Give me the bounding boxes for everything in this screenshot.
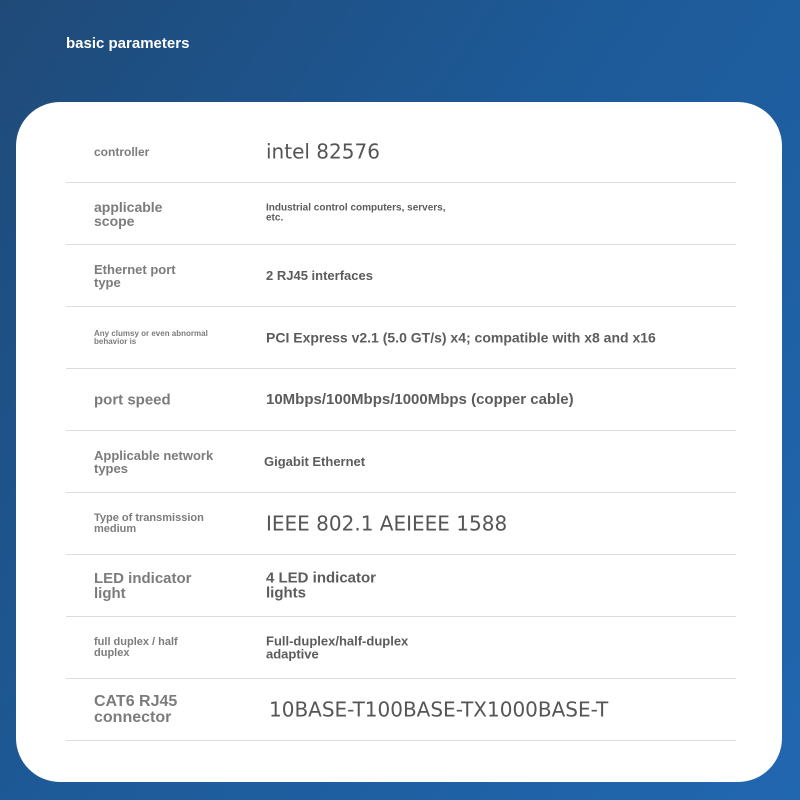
param-value: IEEE 802.1 AEIEEE 1588 [266, 511, 508, 535]
param-value: Industrial control computers, servers, etc. [266, 202, 446, 224]
param-value: intel 82576 [266, 139, 380, 163]
param-row-connector [66, 679, 736, 741]
param-label: LED indicator light [94, 569, 192, 602]
param-row-ethernet-port-type [66, 245, 736, 307]
param-label: Applicable network types [94, 447, 214, 476]
param-label: full duplex / half duplex [94, 635, 178, 659]
param-value: PCI Express v2.1 (5.0 GT/s) x4; compatible with x8 and x16 [266, 329, 656, 346]
param-label: CAT6 RJ45 connector [94, 692, 178, 726]
param-label: Ethernet port type [94, 261, 176, 290]
parameters-table [66, 121, 736, 741]
param-row-transmission-medium [66, 493, 736, 555]
param-value: Gigabit Ethernet [264, 453, 366, 469]
param-row-port-speed [66, 369, 736, 431]
param-label: port speed [94, 391, 171, 408]
param-row-network-types [66, 431, 736, 493]
param-value: 10BASE-T100BASE-TX1000BASE-T [269, 697, 609, 721]
param-row-led-indicator [66, 555, 736, 617]
param-label: Type of transmission medium [94, 511, 204, 535]
param-label: Any clumsy or even abnormal behavior is [94, 328, 208, 346]
param-label: controller [94, 144, 150, 159]
param-value: 10Mbps/100Mbps/1000Mbps (copper cable) [266, 390, 574, 408]
param-value: 2 RJ45 interfaces [266, 267, 373, 283]
param-value: Full-duplex/half-duplex adaptive [266, 632, 409, 662]
param-value: 4 LED indicator lights [266, 568, 377, 602]
param-row-duplex [66, 617, 736, 679]
param-row-applicable-scope [66, 183, 736, 245]
page-title: basic parameters [66, 35, 190, 52]
param-row-bus-interface [66, 307, 736, 369]
param-label: applicable scope [94, 198, 163, 229]
param-row-controller [66, 121, 736, 183]
